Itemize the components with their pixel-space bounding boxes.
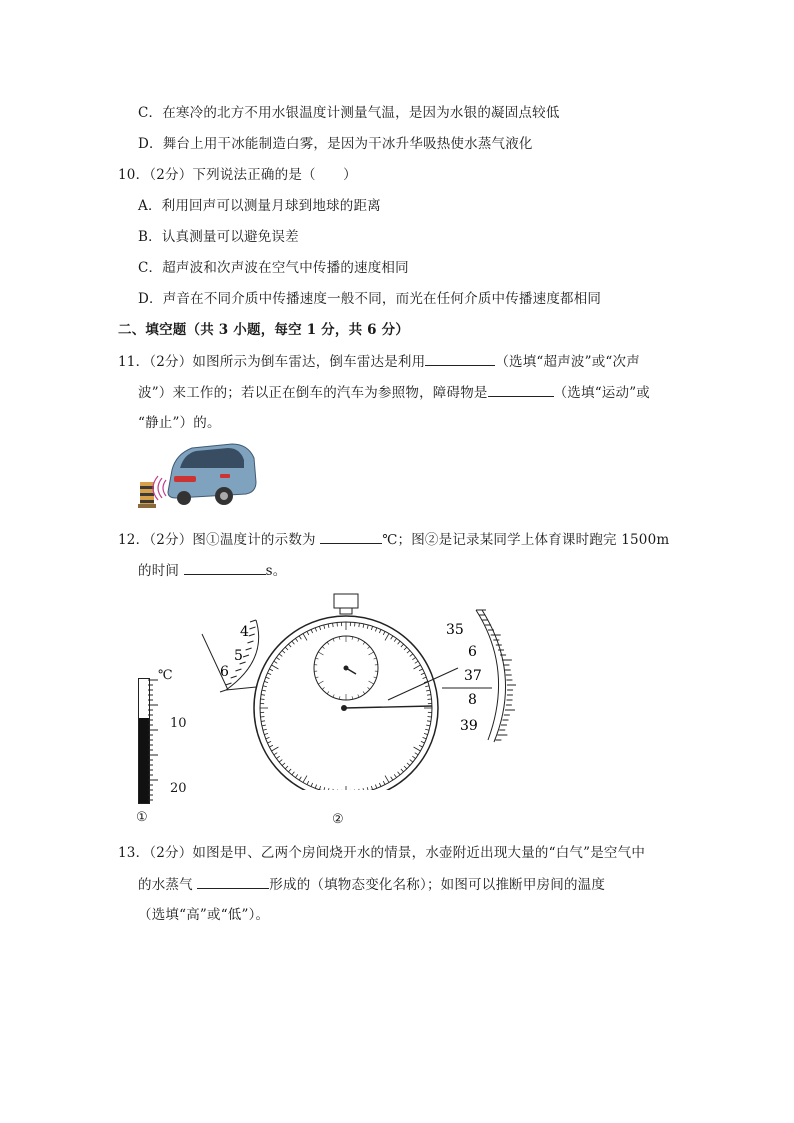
q11-blank-1[interactable] bbox=[425, 351, 495, 366]
q13-line2 bbox=[138, 874, 605, 895]
stopwatch-figure bbox=[196, 590, 516, 790]
q11-line1 bbox=[118, 351, 640, 372]
q13-line1: 13．（2分）如图是甲、乙两个房间烧开水的情景，水壶附近出现大量的“白气”是空气中 bbox=[118, 845, 646, 861]
figure-1-label: ① bbox=[136, 810, 148, 825]
right-arc-label-37: 37 bbox=[464, 668, 482, 684]
q13-line3: （选填“高”或“低”）。 bbox=[138, 907, 270, 923]
q11-text-a: 11．（2分）如图所示为倒车雷达，倒车雷达是利用 bbox=[118, 354, 426, 370]
q11-text-d: （选填“运动”或 bbox=[553, 385, 651, 401]
q12-line1 bbox=[118, 529, 669, 550]
left-arc-label-6: 6 bbox=[220, 664, 229, 680]
right-arc-label-6: 6 bbox=[468, 644, 477, 660]
q13-text-a: 的水蒸气 bbox=[138, 877, 198, 893]
radar-wave-icon bbox=[153, 476, 166, 500]
figure-2-label: ② bbox=[332, 812, 344, 827]
q12-blank-2[interactable] bbox=[184, 560, 266, 575]
q10-option-c: C．超声波和次声波在空气中传播的速度相同 bbox=[138, 260, 409, 276]
q12-line2 bbox=[138, 560, 286, 581]
q12-text-b: ℃；图②是记录某同学上体育课时跑完 1500m bbox=[382, 532, 670, 548]
q10-option-b: B．认真测量可以避免误差 bbox=[138, 229, 299, 245]
minute-hand-pivot bbox=[344, 666, 349, 671]
q10-option-d: D．声音在不同介质中传播速度一般不同，而光在任何介质中传播速度都相同 bbox=[138, 291, 602, 307]
q10-stem: 10．（2分）下列说法正确的是（ ） bbox=[118, 167, 357, 183]
stopwatch-crown bbox=[334, 594, 358, 608]
q13-text-b: 形成的（填物态变化名称）；如图可以推断甲房间的温度 bbox=[269, 877, 606, 893]
left-arc-label-4: 4 bbox=[240, 624, 249, 640]
left-arc-scale bbox=[202, 620, 259, 690]
stopwatch-stem bbox=[340, 608, 352, 614]
q12-blank-1[interactable] bbox=[320, 529, 382, 544]
q9-option-d: D．舞台上用干冰能制造白雾，是因为干冰升华吸热使水蒸气液化 bbox=[138, 136, 533, 152]
right-arc-label-8: 8 bbox=[468, 692, 477, 708]
thermometer-figure bbox=[130, 668, 200, 838]
thermometer-label-10: 10 bbox=[170, 716, 187, 731]
second-hand-pivot bbox=[341, 705, 347, 711]
q11-line3: “静止”）的。 bbox=[138, 415, 221, 431]
right-arc-label-39: 39 bbox=[460, 718, 478, 734]
car-radar-figure bbox=[136, 440, 258, 510]
q11-blank-2[interactable] bbox=[488, 382, 554, 397]
thermometer-label-20: 20 bbox=[170, 781, 187, 796]
q9-option-c: C．在寒冷的北方不用水银温度计测量气温，是因为水银的凝固点较低 bbox=[138, 105, 560, 121]
right-arc-label-35: 35 bbox=[446, 622, 464, 638]
thermometer-ticks bbox=[148, 678, 162, 804]
q11-text-b: （选填“超声波”或“次声 bbox=[495, 354, 640, 370]
q12-text-a: 12．（2分）图①温度计的示数为 bbox=[118, 532, 321, 548]
q11-text-c: 波”）来工作的；若以正在倒车的汽车为参照物，障碍物是 bbox=[138, 385, 488, 401]
left-arc-label-5: 5 bbox=[234, 648, 243, 664]
q11-line2 bbox=[138, 382, 650, 403]
car-icon bbox=[168, 444, 256, 505]
q10-option-a: A．利用回声可以测量月球到地球的距离 bbox=[138, 198, 381, 214]
q13-blank-1[interactable] bbox=[197, 874, 269, 889]
section-heading: 二、填空题（共 3 小题，每空 1 分，共 6 分） bbox=[118, 322, 410, 338]
thermometer-unit: ℃ bbox=[158, 668, 173, 683]
q12-text-c: 的时间 bbox=[138, 563, 184, 579]
q12-text-d: s。 bbox=[265, 563, 287, 579]
